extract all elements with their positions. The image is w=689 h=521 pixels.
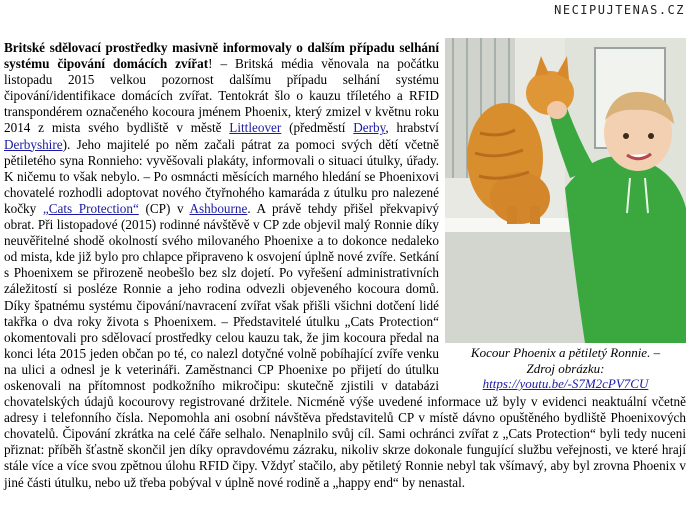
site-name[interactable]: NECIPUJTENAS.CZ xyxy=(554,3,685,17)
cat-and-boy-photo xyxy=(445,38,686,343)
link-derbyshire[interactable]: Derbyshire xyxy=(4,136,63,152)
caption-source-label: Zdroj obrázku: xyxy=(526,360,605,376)
article-text-5: (CP) v xyxy=(138,200,190,216)
caption-source-link[interactable]: https://youtu.be/-S7M2cPV7CU xyxy=(482,376,649,391)
article-body xyxy=(4,40,686,491)
link-littleover[interactable]: Littleover xyxy=(229,120,282,136)
article-figure xyxy=(445,38,686,392)
article-lead: Britské sdělovací prostředky masivně informovaly o dalším případu selhání systému čipování domácích zvířat xyxy=(4,40,439,72)
link-derby[interactable]: Derby xyxy=(353,120,386,136)
caption-title: Kocour Phoenix a pětiletý Ronnie. – xyxy=(470,345,661,360)
photo-caption xyxy=(445,345,686,392)
article-text-4: ). Jeho majitelé po něm začali pátrat za pomoci svých dětí včetně pětiletého syna Ronnieho: vyvěšovali plakáty, informovali o situaci útulky, úřady. K ničemu to však nebylo. – Po osmnácti měsících marného hledání se Phoenixovi chovatelé rozhodli adoptovat nového čtyřnohého kamaráda z útulku pro nalezené kočky xyxy=(4,136,439,216)
article-text-3: , hrabství xyxy=(385,120,439,136)
link-cats-protection[interactable]: „Cats Protection“ xyxy=(42,200,139,216)
article-text-1: ! – Britská média věnovala na počátku listopadu 2015 velkou pozornost dalšímu případu selhání systému čipování/identifikace domácích zvířat. Tentokrát šlo o kauzu tříletého a RFID transpondérem označeného kocoura jménem Phoenix, který zmizel v květnu roku 2014 z mista svého bydliště v městě xyxy=(4,56,440,136)
article-text-6: . A právě tehdy přišel překvapivý obrat. Při listopadové (2015) rodinné návštěvě v CP zde objevil malý Ronnie díky neuvěřitelné shodě okolností svého milovaného Phoenixe a to dokonce nedaleko od mista, kde již bylo pro chlapce připraveno k osvojení úplně nové zvíře. Setkání s Phoenixem se přirozeně neobešlo bez slz dojetí. Po vyřešení administrativních záležitostí si posléze Ronnie a jeho rodina odvezli objeveného kocoura domů. Díky špatnému systému čipování/navracení zvířat však přišli všichni dotčení lidé takřka o dva roky života s Phoenixem. – Představitelé útulku „Cats Protection“ okomentovali pro sdělovací prostředky celou kauzu tak, že jim kocoura předal na konci léta 2015 jeden občan po té, co nalezl dotyčné volně pobíhající zvíře venku na ulici a odnesl je k veterináři. Zaměstnanci CP Phoenixe po přijetí do útulku oskenovali na přítomnost podkožního mikročipu: skutečně zjistili v databázi chovatelských údajů kocourovy registrované držitele. Nicméně výše uvedené informace už byly v evidenci neaktuální včetně adresy i telefonního čísla. Nepomohla ani osobní návštěva představitelů CP v místě dávno opuštěného bydliště Phoenixových chovatelů. Čipování zkrátka na celé čáře selhalo. Nenaplnilo svůj cíl. Sami ochránci zvířat z „Cats Protection“ byli tedy nuceni přiznat: příběh šťastně skončil jen díky opravdovému zázraku, nikoliv skrze dokonale fungující službu veřejnosti, ve které hrají stále více a více svou zpětnou úlohu RFID čipy. Vždyť stačilo, aby pětiletý Ronnie nebyl tak všímavý, aby byl zrovna Phoenix v jiné části útulku, nebo už třeba pobýval v úplně nové rodině a „happy end“ by nenastal. xyxy=(4,200,686,490)
link-ashbourne[interactable]: Ashbourne xyxy=(189,200,248,216)
article-text-2: (předměstí xyxy=(281,120,354,136)
